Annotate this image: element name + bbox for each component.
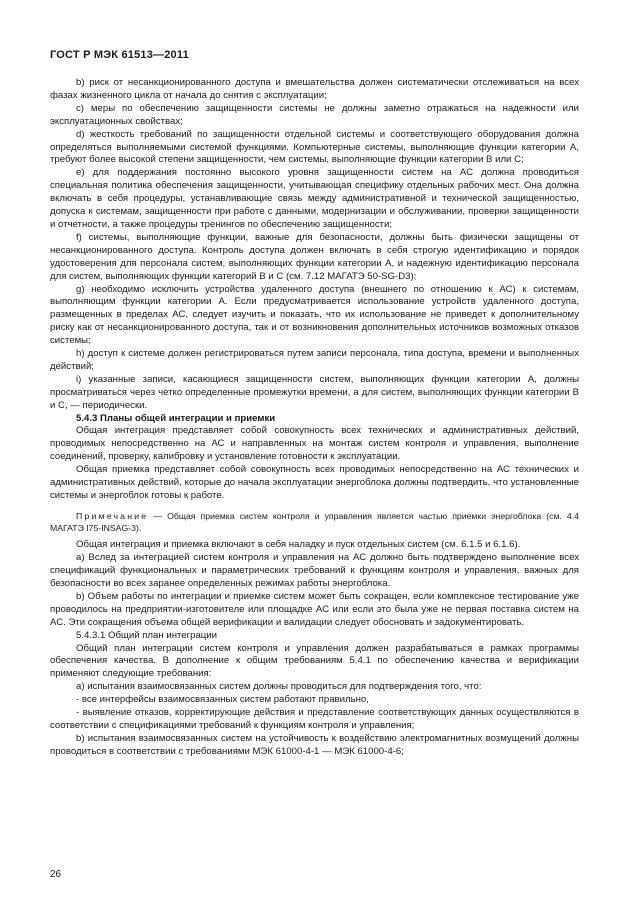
list-item-i: i) указанные записи, касающиеся защищенности систем, выполняющих функции категории А, должны просматриваться через четко определенные промежутки времени, а для систем, выполняющих функции категории В и С, — периодически. <box>50 373 579 411</box>
list-item-g: g) необходимо исключить устройства удаленного доступа (внешнего по отношению к АС) к системам, выполняющим функции категории А. Если предусматривается использование устройств удаленного доступа, размещенных в пределах АС, следует изучить и показать, что их использование не приведет к дополнительному риску как от несанкционированного доступа, так и от возникновения дополнительных источников возможных отказов системы; <box>50 283 579 347</box>
section-paragraph: Общая интеграция и приемка включают в себя наладку и пуск отдельных систем (см. 6.1.5 и 6.1.6). <box>76 539 521 551</box>
document-body <box>50 77 579 759</box>
note-text: — Общая приемка систем контроля и управления является частью приемки энергоблока (см. 4.4 МАГАТЭ I75-INSAG-3). <box>50 510 580 534</box>
list-item-e: e) для поддержания постоянно высокого уровня защищенности систем на АС должна проводиться специальная политика обеспечения защищенности, учитывающая специфику отдельных рабочих мест. Она должна включать в себя процедуры, устанавливающие связь между административной и технической защищенностью, допуска к системам, защищенности при работе с данными, модернизации и обслуживании, проверки защищенности и отчетности, а также процедуры тренингов по обеспечению защищенности; <box>50 167 579 230</box>
note-label: Примечание <box>76 510 149 521</box>
standard-header: ГОСТ Р МЭК 61513—2011 <box>50 49 189 61</box>
list-item-d: d) жесткость требований по защищенности отдельной системы и соответствующего оборудования должна определяться выполняемыми системой функциями. Компьютерные системы, выполняющие функции категории А, требуют более высокой степени защищенности, чем системы, выполняющие функции категории В или С; <box>50 128 579 166</box>
subsection-paragraph: - выявление отказов, корректирующие действия и представление соответствующих данных осуществляются в соответствии с спецификациями требований к функциям контроля и управления; <box>50 707 579 731</box>
list-item-c: c) меры по обеспечению защищенности системы не должны заметно отражаться на надежности или эксплуатационных свойствах; <box>50 102 579 127</box>
subsection-paragraph: Общий план интеграции систем контроля и управления должен разрабатываться в рамках программы обеспечения качества. В дополнение к общим требованиям 5.4.1 по обеспечению качества и верификации применяют следующие требования: <box>50 642 579 680</box>
subsection-paragraph: b) испытания взаимосвязанных систем на устойчивость к воздействию электромагнитных возмущений должны проводиться в соответствии с требованиями МЭК 61000-4-1 — МЭК 61000-4-6; <box>50 732 579 757</box>
section-paragraph: b) Объем работы по интеграции и приемке систем может быть сокращен, если комплексное тестирование уже проводилось на предприятии-изготовителе или площадке АС или если это была уже не первая поставка систем на АС. Эти сокращения объема общей верификации и валидации следует обосновать и задокументировать. <box>50 590 579 628</box>
subsection-paragraph: - все интерфейсы взаимосвязанных систем работают правильно, <box>76 694 369 706</box>
subsection-heading: 5.4.3.1 Общий план интеграции <box>76 629 217 641</box>
subsection-paragraph: a) испытания взаимосвязанных систем должны проводиться для подтверждения того, что: <box>76 681 482 693</box>
section-paragraph: а) Вслед за интеграцией систем контроля и управления на АС должно быть подтверждено выполнение всех спецификаций функциональных и параметрических требований к функциям контроля и управления, важных для безопасности во всех заранее определенных режимах работы энергоблока. <box>50 552 579 590</box>
note <box>50 510 579 534</box>
list-item-h: h) доступ к системе должен регистрироваться путем записи персонала, типа доступа, времени и выполненных действий; <box>50 348 579 372</box>
section-paragraph: Общая интеграция представляет собой совокупность всех технических и административных действий, проводимых непосредственно на АС и направленных на монтаж систем контроля и управления, выполнение соединений, проверку, калибровку и установление готовности к эксплуатации. <box>50 425 579 463</box>
page-number: 26 <box>50 869 62 880</box>
list-item-b: b) риск от несанкционированного доступа и вмешательства должен систематически отслеживаться на всех фазах жизненного цикла от начала до снятия с эксплуатации; <box>50 77 579 101</box>
list-item-f: f) системы, выполняющие функции, важные для безопасности, должны быть физически защищены от несанкционированного доступа. Контроль доступа должен включать в себя строгую идентификацию и порядок удостоверения для персонала систем, выполняющих функции категории А, и надежную идентификацию персонала для систем, выполняющих функции категорий В и С (см. 7.12 МАГАТЭ 50-SG-D3); <box>50 231 579 282</box>
section-paragraph: Общая приемка представляет собой совокупность всех проводимых непосредственно на АС технических и административных действий, которые до начала эксплуатации энергоблока должны подтвердить, что установленные системы и энергоблок готовы к работе. <box>50 464 579 501</box>
section-heading: 5.4.3 Планы общей интеграции и приемки <box>76 412 276 424</box>
